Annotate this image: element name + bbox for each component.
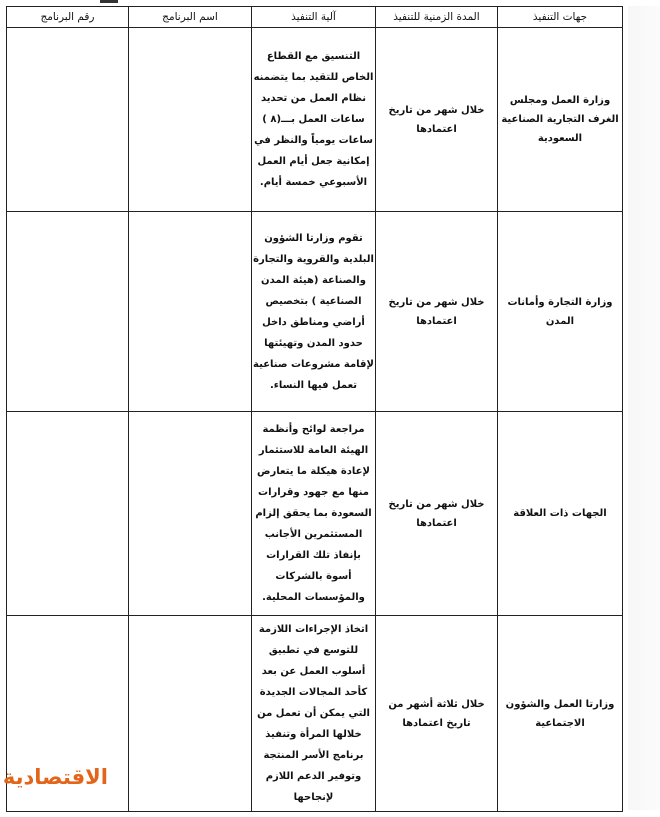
cell-entities: الجهات ذات العلاقة xyxy=(498,412,623,616)
cell-timeframe: خلال شهر من تاريخ اعتمادها xyxy=(376,412,498,616)
cell-program-name xyxy=(129,28,252,212)
table-header-row xyxy=(7,7,623,28)
cell-timeframe: خلال ثلاثة أشهر من تاريخ اعتمادها xyxy=(376,616,498,812)
cell-timeframe: خلال شهر من تاريخ اعتمادها xyxy=(376,212,498,412)
table-row xyxy=(7,412,623,616)
cell-program-name xyxy=(129,616,252,812)
cell-entities: وزارة العمل ومجلس الغرف التجارية الصناعية السعودية xyxy=(498,28,623,212)
cell-program-name xyxy=(129,212,252,412)
cell-mechanism: التنسيق مع القطاع الخاص للتقيد بما يتضمنه نظام العمل من تحديد ساعات العمل بـــ(٨ ) ساعات يومياً والنظر في إمكانية جعل أيام العمل الأسبوعي خمسة أيام. xyxy=(252,28,376,212)
cell-mechanism: تقوم وزارتا الشؤون البلدية والقروية والتجارة والصناعة (هيئة المدن الصناعية ) بتخصيص أراضي ومناطق داخل حدود المدن وتهيئتها لإقامة مشروعات صناعية تعمل فيها النساء. xyxy=(252,212,376,412)
header-mechanism: آلية التنفيذ xyxy=(252,7,376,28)
cell-timeframe: خلال شهر من تاريخ اعتمادها xyxy=(376,28,498,212)
cell-program-name xyxy=(129,412,252,616)
header-entities: جهات التنفيذ xyxy=(498,7,623,28)
cell-entities: وزارتا العمل والشؤون الاجتماعية xyxy=(498,616,623,812)
cell-mechanism: مراجعة لوائح وأنظمة الهيئة العامة للاستثمار لإعادة هيكلة ما يتعارض منها مع جهود وقرارات السعودة بما يحقق إلزام المستثمرين الأجانب بإنفاذ تلك القرارات أسوة بالشركات والمؤسسات المحلية. xyxy=(252,412,376,616)
cell-mechanism: اتخاذ الإجراءات اللازمة للتوسع في تطبيق أسلوب العمل عن بعد كأحد المجالات الجديدة التي يمكن أن تعمل من خلالها المرأة وتنفيذ برنامج الأسر المنتجة وتوفير الدعم اللازم لإنجاحها xyxy=(252,616,376,812)
program-table xyxy=(2,6,623,812)
publisher-watermark-logo: الاقتصادية xyxy=(2,765,108,789)
page-edge-shadow xyxy=(628,6,660,810)
cell-program-number xyxy=(7,412,129,616)
cell-program-number xyxy=(7,28,129,212)
top-edge-mark xyxy=(100,0,118,3)
table-row xyxy=(7,212,623,412)
header-program-number: رقم البرنامج xyxy=(7,7,129,28)
header-timeframe: المدة الزمنية للتنفيذ xyxy=(376,7,498,28)
cell-entities: وزارة التجارة وأمانات المدن xyxy=(498,212,623,412)
table-row xyxy=(7,28,623,212)
cell-program-number xyxy=(7,212,129,412)
header-program-name: اسم البرنامج xyxy=(129,7,252,28)
